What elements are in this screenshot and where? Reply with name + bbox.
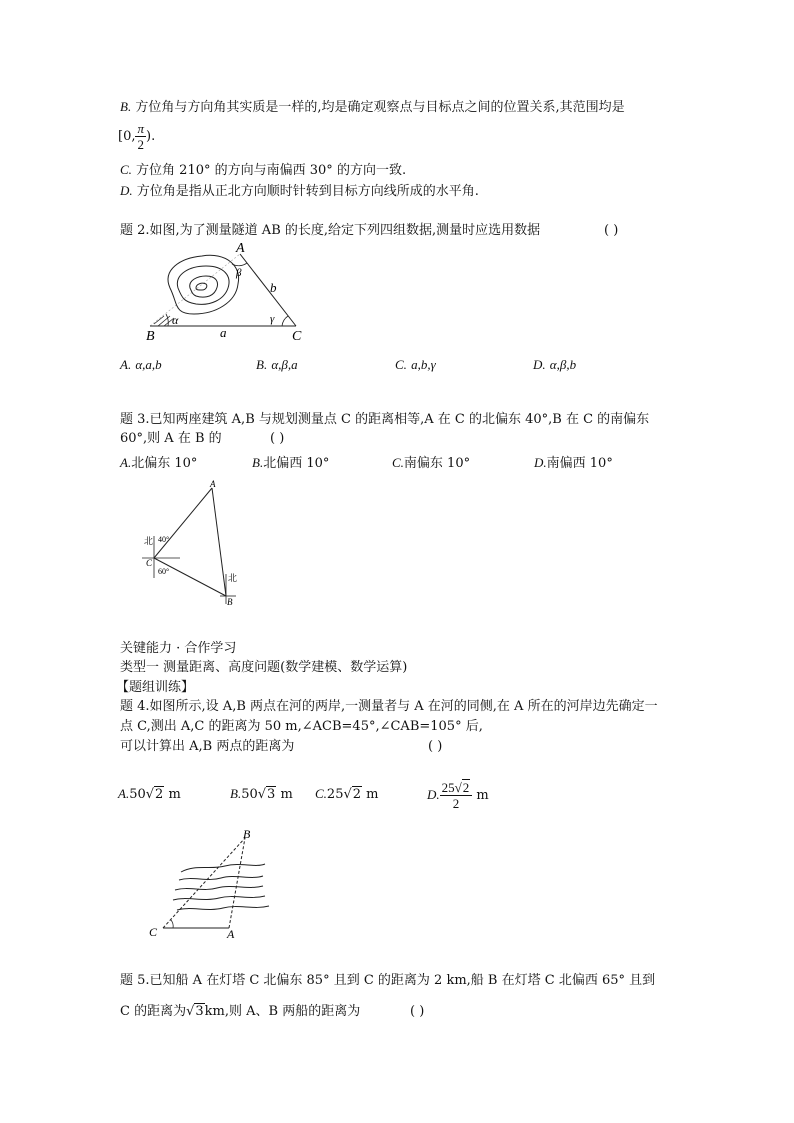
river-line-5 xyxy=(177,906,269,910)
q2-option-a xyxy=(120,357,162,373)
angle-40-label: 40° xyxy=(158,535,170,544)
section-group: 【题组训练】 xyxy=(116,680,195,695)
q4-stem-line2: 点 C,测出 A,C 的距离为 50 m,∠ACB=45°,∠CAB=105° 后, xyxy=(120,719,483,734)
q2-option-b-label: B. xyxy=(256,357,268,372)
q4-option-c-unit: m xyxy=(362,787,379,802)
q5-stem-line1: 题 5.已知船 A 在灯塔 C 北偏东 85° 且到 C 的距离为 2 km,船 B 在灯塔 C 北偏西 65° 且到 xyxy=(120,973,656,988)
side-a-label: a xyxy=(220,325,227,340)
point-b-label: B xyxy=(243,827,251,841)
frac-num: π xyxy=(137,121,144,136)
angle-gamma-arc xyxy=(282,316,288,326)
q4-option-a-coef: 50 xyxy=(129,787,146,802)
segment-ab xyxy=(229,838,245,928)
q4-option-d-fraction xyxy=(440,780,473,811)
q1-option-b-label: B. xyxy=(120,99,132,114)
contour-middle xyxy=(177,266,229,304)
q2-option-a-text: α,a,b xyxy=(135,357,162,372)
q2-hatch xyxy=(154,316,174,326)
beta-label: β xyxy=(236,267,242,279)
q2-option-d-label: D. xyxy=(533,357,546,372)
segment-cb xyxy=(163,838,245,928)
q3-stem-line1: 题 3.已知两座建筑 A,B 与规划测量点 C 的距离相等,A 在 C 的北偏东 40°,B 在 C 的南偏东 xyxy=(120,412,650,427)
q1-option-c-text: 方位角 210° 的方向与南偏西 30° 的方向一致. xyxy=(131,163,407,178)
q3-option-a-label: A. xyxy=(120,455,132,470)
north-label-b: 北 xyxy=(228,573,238,583)
section-type: 类型一 测量距离、高度问题(数学建模、数学运算) xyxy=(120,660,408,675)
point-a-label: A xyxy=(236,241,245,256)
north-label-c: 北 xyxy=(144,536,154,546)
point-a-label: A xyxy=(227,927,235,941)
q2-option-d-text: α,β,b xyxy=(549,357,577,372)
q1-option-c xyxy=(120,161,406,180)
q4-option-c: C.25√2 m xyxy=(315,786,379,802)
q1-option-c-label: C. xyxy=(120,162,132,177)
river-line-1 xyxy=(181,864,265,872)
q3-option-b xyxy=(252,452,329,471)
q4-option-a-label: A. xyxy=(118,786,130,801)
point-c-label: C xyxy=(149,925,158,939)
river-line-4 xyxy=(173,896,265,900)
q4-option-d-unit: m xyxy=(472,788,489,803)
q4-option-d-label: D. xyxy=(427,787,440,802)
river-line-3 xyxy=(175,886,263,890)
range-open: [0, xyxy=(118,129,136,144)
q5-stem-pre: C 的距离为 xyxy=(120,1004,187,1019)
q1-option-b-range xyxy=(118,119,155,155)
contour-outer xyxy=(168,255,239,314)
q2-option-b-text: α,β,a xyxy=(271,357,298,372)
angle-60-label: 60° xyxy=(158,567,170,576)
point-b-label: B xyxy=(146,329,155,344)
q4-option-a: A.50√2 m xyxy=(118,786,181,802)
q2-answer-paren: ( ) xyxy=(604,223,619,238)
frac-den: 2 xyxy=(137,137,144,152)
angle-beta-arc xyxy=(232,263,247,266)
pi-over-2 xyxy=(135,121,146,152)
range-close: ). xyxy=(146,129,156,144)
river-line-2 xyxy=(179,876,263,880)
q3-figure xyxy=(140,478,250,610)
q3-option-b-label: B. xyxy=(252,455,264,470)
num-radicand: 2 xyxy=(462,780,470,795)
side-b-label: b xyxy=(270,280,277,295)
q4-option-b: B.50√3 m xyxy=(230,786,293,802)
contour-peak xyxy=(196,283,207,290)
q1-option-b xyxy=(120,98,625,117)
q4-option-b-label: B. xyxy=(230,786,242,801)
frac-num: 25√2 xyxy=(440,780,473,796)
q1-option-b-text: 方位角与方向角其实质是一样的,均是确定观察点与目标点之间的位置关系,其范围均是 xyxy=(131,100,625,115)
q2-option-d xyxy=(533,357,576,373)
q3-option-c-text: 南偏东 10° xyxy=(403,456,471,471)
q3-option-a xyxy=(120,452,197,471)
q3-option-d xyxy=(534,452,613,471)
side-ab xyxy=(212,488,226,596)
side-b xyxy=(240,254,296,326)
q1-option-d-text: 方位角是指从正北方向顺时针转到目标方向线所成的水平角. xyxy=(132,184,479,199)
q2-stem xyxy=(120,222,540,240)
q5-answer-paren: ( ) xyxy=(410,1004,425,1019)
tunnel-ab xyxy=(150,254,240,326)
gamma-label: γ xyxy=(270,313,275,325)
point-b-label: B xyxy=(227,597,233,607)
q2-option-a-label: A. xyxy=(120,357,132,372)
q4-option-c-radicand: 2 xyxy=(352,787,362,802)
q4-stem-line1: 题 4.如图所示,设 A,B 两点在河的两岸,一测量者与 A 在河的同侧,在 A 所在的河岸边先确定一 xyxy=(120,699,658,714)
q3-option-d-label: D. xyxy=(534,455,547,470)
q4-stem-line3: 可以计算出 A,B 两点的距离为 xyxy=(120,739,295,754)
q3-option-b-text: 北偏西 10° xyxy=(263,456,330,471)
q4-option-b-coef: 50 xyxy=(241,787,258,802)
q2-option-c xyxy=(395,357,436,373)
q4-option-a-unit: m xyxy=(164,787,181,802)
point-c-label: C xyxy=(146,558,153,568)
contour-inner xyxy=(190,276,218,297)
q4-option-c-label: C. xyxy=(315,786,327,801)
q3-option-c-label: C. xyxy=(392,455,404,470)
q2-figure xyxy=(140,240,310,345)
section-title: 关键能力 · 合作学习 xyxy=(120,641,237,656)
point-c-label: C xyxy=(292,329,302,344)
q2-option-b xyxy=(256,357,298,373)
q5-radicand: 3 xyxy=(195,1004,204,1019)
q4-option-c-coef: 25 xyxy=(326,787,344,802)
q3-option-a-text: 北偏东 10° xyxy=(131,456,198,471)
q5-stem-line2: C 的距离为√3km,则 A、B 两船的距离为 xyxy=(120,1004,361,1019)
frac-den: 2 xyxy=(452,796,460,811)
q4-option-a-radicand: 2 xyxy=(155,787,164,802)
side-cb xyxy=(154,558,226,596)
q2-option-c-text: a,b,γ xyxy=(411,357,436,372)
q3-option-c xyxy=(392,452,470,471)
q3-answer-paren: ( ) xyxy=(270,431,285,446)
q1-option-d-label: D. xyxy=(120,183,133,198)
q2-stem-text: 题 2.如图,为了测量隧道 AB 的长度,给定下列四组数据,测量时应选用数据 xyxy=(120,223,541,238)
q2-option-c-label: C. xyxy=(395,357,407,372)
alpha-label: α xyxy=(172,313,179,327)
point-a-label: A xyxy=(210,479,216,489)
side-ca xyxy=(154,488,212,558)
q3-option-d-text: 南偏西 10° xyxy=(546,456,613,471)
q3-stem-line2: 60°,则 A 在 B 的 xyxy=(120,431,222,446)
q1-option-d xyxy=(120,182,479,201)
q5-stem-post: km,则 A、B 两船的距离为 xyxy=(204,1004,361,1019)
q4-option-b-unit: m xyxy=(276,787,293,802)
q4-option-b-radicand: 3 xyxy=(267,787,276,802)
q4-answer-paren: ( ) xyxy=(428,739,443,754)
angle-c-arc xyxy=(171,920,173,928)
q4-figure xyxy=(145,828,285,940)
q4-option-d xyxy=(427,776,489,815)
num-coef: 25 xyxy=(441,780,455,795)
